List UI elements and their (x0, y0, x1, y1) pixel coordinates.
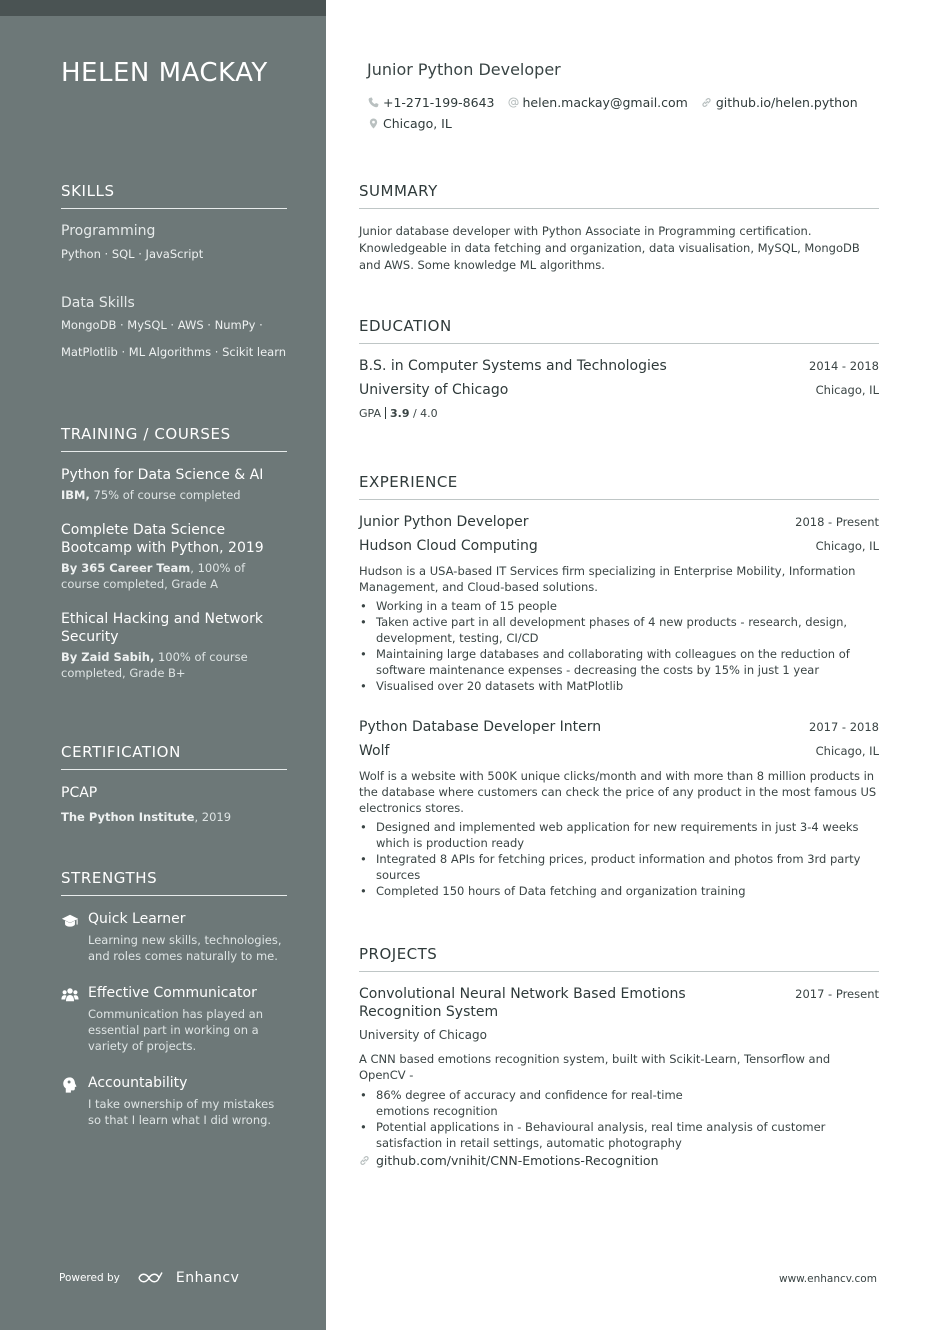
project-link[interactable] (359, 1153, 879, 1168)
enhancv-logo[interactable] (138, 1270, 240, 1286)
list-item: • 86% degree of accuracy and confidence for real-time emotions recognition (359, 1087, 879, 1119)
skills-section (61, 182, 287, 366)
experience-title: EXPERIENCE (359, 473, 879, 500)
school-name: University of Chicago (359, 382, 509, 398)
course-org: By 365 Career Team (61, 561, 191, 575)
education-entry-head (359, 357, 879, 375)
course-title: Ethical Hacking and Network Security (61, 611, 263, 645)
summary-text: Junior database developer with Python Associate in Programming certification. Knowledgeable in data fetching and organization, data visualisation, MySQL, MongoDB and AWS. Some knowledge ML algorithms. (359, 224, 860, 272)
skill-items-data-line1: MongoDB · MySQL · AWS · NumPy · (61, 318, 263, 332)
education-entry-sub (359, 381, 879, 399)
gpa (359, 407, 879, 420)
education-dates: 2014 - 2018 (809, 359, 879, 373)
experience-entry-head (359, 513, 879, 531)
projects-title: PROJECTS (359, 945, 879, 972)
candidate-name: HELEN MACKAY (61, 58, 268, 88)
strength-item (61, 1074, 287, 1128)
course-org: By Zaid Sabih, (61, 650, 155, 664)
gpa-label: GPA (359, 407, 381, 420)
training-section (61, 425, 287, 681)
project-link-text: github.com/vnihit/CNN-Emotions-Recognition (376, 1153, 659, 1168)
course-title: Python for Data Science & AI (61, 467, 264, 483)
training-title: TRAINING / COURSES (61, 425, 287, 452)
list-item: • Working in a team of 15 people (359, 598, 879, 614)
list-item: • Integrated 8 APIs for fetching prices, product information and photos from 3rd party sources (359, 851, 879, 883)
project-entry-head (359, 985, 879, 1021)
strengths-section (61, 869, 287, 1128)
course-title: Complete Data Science Bootcamp with Python, 2019 (61, 522, 264, 556)
course-item (61, 466, 287, 503)
education-section (359, 317, 879, 420)
job-role: Python Database Developer Intern (359, 719, 602, 735)
company-description: Wolf is a website with 500K unique clicks/month and with more than 8 million products in the database where customers can check the price of any product in the most famous US electronics stores. (359, 769, 877, 815)
certification-section (61, 743, 287, 825)
job-location: Chicago, IL (815, 539, 879, 553)
contact-location (368, 116, 452, 131)
course-meta (61, 487, 287, 503)
gpa-value: 3.9 (389, 407, 410, 420)
website-text: github.io/helen.python (715, 95, 858, 110)
location-text: Chicago, IL (383, 116, 452, 131)
job-dates: 2017 - 2018 (809, 720, 879, 734)
list-item: • Potential applications in - Behavioural analysis, real time analysis of customer satisfaction in retail settings, automatic photography (359, 1119, 879, 1151)
project-org: University of Chicago (359, 1028, 487, 1042)
contact-info (368, 92, 878, 134)
company-name: Hudson Cloud Computing (359, 538, 538, 554)
course-meta (61, 649, 287, 681)
enhancv-logo-text: Enhancv (175, 1270, 240, 1286)
job-dates: 2018 - Present (795, 515, 879, 529)
contact-website[interactable] (701, 95, 858, 110)
sidebar-top-bar (0, 0, 326, 16)
course-org: IBM, (61, 488, 90, 502)
strength-item (61, 910, 287, 964)
course-detail: 75% of course completed (89, 488, 241, 502)
job-bullets (359, 598, 879, 694)
skill-items-data-line2: MatPlotlib · ML Algorithms · Scikit learn (61, 345, 287, 359)
users-icon (61, 984, 88, 1054)
project-name: Convolutional Neural Network Based Emotions Recognition System (359, 986, 686, 1020)
certification-org: The Python Institute (61, 810, 195, 824)
course-item (61, 610, 287, 681)
email-text: helen.mackay@gmail.com (522, 95, 688, 110)
certification-year: , 2019 (194, 810, 232, 824)
skill-group-data: Data Skills (61, 295, 135, 311)
strength-desc: Learning new skills, technologies, and roles comes naturally to me. (88, 933, 282, 963)
graduation-cap-icon (61, 910, 88, 964)
job-title: Junior Python Developer (367, 60, 561, 79)
skill-items-programming: Python · SQL · JavaScript (61, 247, 204, 261)
strength-desc: Communication has played an essential part in working on a variety of projects. (88, 1007, 263, 1053)
projects-section (359, 945, 879, 1168)
sidebar (0, 0, 326, 1330)
course-meta (61, 560, 287, 592)
enhancv-logo-icon (138, 1271, 170, 1285)
link-icon (359, 1155, 370, 1166)
contact-row (368, 113, 878, 134)
brain-icon (61, 1074, 88, 1128)
phone-text: +1-271-199-8643 (383, 95, 495, 110)
course-detail: 100% of course completed, Grade B+ (61, 650, 248, 680)
project-dates: 2017 - Present (795, 987, 879, 1001)
job-bullets (359, 819, 879, 899)
summary-title: SUMMARY (359, 182, 879, 209)
contact-row (368, 92, 878, 113)
at-icon (508, 97, 519, 108)
certification-name: PCAP (61, 785, 98, 801)
course-detail: , 100% of course completed, Grade A (61, 561, 246, 591)
strength-title: Quick Learner (88, 911, 186, 927)
list-item: • Taken active part in all development phases of 4 new products - research, design, development, testing, CI/CD (359, 614, 879, 646)
footer-url[interactable]: www.enhancv.com (779, 1273, 877, 1285)
strength-item (61, 984, 287, 1054)
list-item: • Visualised over 20 datasets with MatPlotlib (359, 678, 879, 694)
list-item: • Designed and implemented web application for new requirements in just 3-4 weeks which is production ready (359, 819, 879, 851)
phone-icon (368, 97, 379, 108)
job-role: Junior Python Developer (359, 514, 529, 530)
experience-entry-sub (359, 537, 879, 555)
strength-title: Accountability (88, 1075, 188, 1091)
list-item: • Completed 150 hours of Data fetching and organization training (359, 883, 879, 899)
experience-entry (359, 513, 879, 694)
skill-group-programming: Programming (61, 223, 156, 239)
strengths-title: STRENGTHS (61, 869, 287, 896)
list-item: • Maintaining large databases and collaborating with colleagues on the reduction of software maintenance expenses - decreasing the costs by 15% in just 1 year (359, 646, 879, 678)
contact-phone[interactable] (368, 95, 495, 110)
experience-entry-head (359, 718, 879, 736)
skills-title: SKILLS (61, 182, 287, 209)
powered-by (59, 1270, 239, 1286)
certification-title: CERTIFICATION (61, 743, 287, 770)
summary-section (359, 182, 879, 274)
strength-desc: I take ownership of my mistakes so that I learn what I did wrong. (88, 1097, 275, 1127)
experience-entry-sub (359, 742, 879, 760)
company-description: Hudson is a USA-based IT Services firm specializing in Enterprise Mobility, Information Management, and Cloud-based solutions. (359, 564, 856, 594)
contact-email[interactable] (508, 95, 688, 110)
gpa-max: / 4.0 (409, 407, 438, 420)
project-description: A CNN based emotions recognition system, built with Scikit-Learn, Tensorflow and OpenCV - (359, 1052, 831, 1082)
course-item (61, 521, 287, 592)
location-pin-icon (368, 118, 379, 129)
job-location: Chicago, IL (815, 744, 879, 758)
experience-section (359, 473, 879, 899)
project-bullets (359, 1087, 879, 1151)
certification-meta (61, 809, 287, 825)
degree-title: B.S. in Computer Systems and Technologies (359, 358, 667, 374)
powered-by-label: Powered by (59, 1272, 120, 1284)
strength-title: Effective Communicator (88, 985, 257, 1001)
certification-item (61, 784, 287, 825)
education-title: EDUCATION (359, 317, 879, 344)
experience-entry (359, 718, 879, 899)
company-name: Wolf (359, 743, 390, 759)
link-icon (701, 97, 712, 108)
education-location: Chicago, IL (815, 383, 879, 397)
